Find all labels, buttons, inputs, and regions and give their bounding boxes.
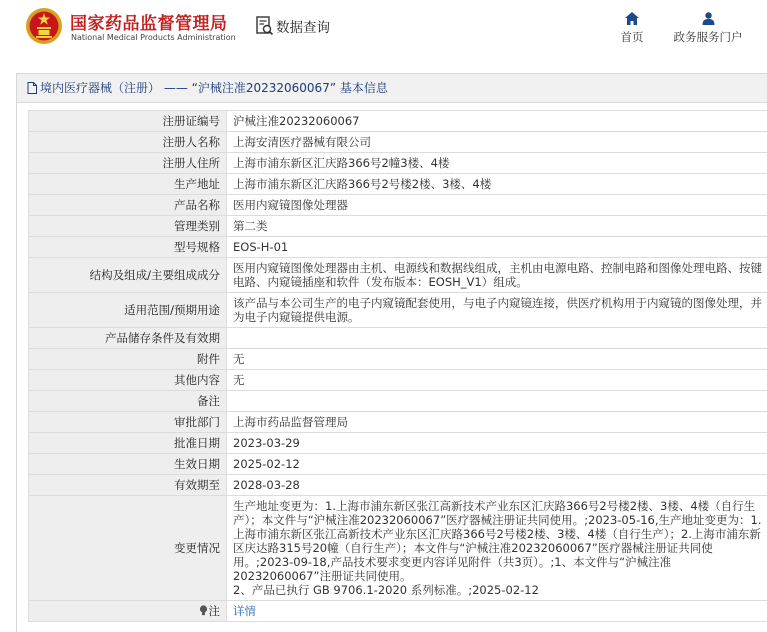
details-link[interactable]: 详情 [233,604,256,618]
row-value [227,391,767,412]
row-key: 产品名称 [29,195,227,216]
table-row [29,111,767,132]
row-key: 审批部门 [29,412,227,433]
table-row [29,601,767,622]
row-key: 生效日期 [29,454,227,475]
table-row [29,370,767,391]
nav-gov-label: 政务服务门户 [674,30,743,44]
row-value: 该产品与本公司生产的电子内窥镜配套使用，与电子内窥镜连接，供医疗机构用于内窥镜的图像处理，并为电子内窥镜提供电源。 [227,293,767,328]
row-key: 注册人住所 [29,153,227,174]
row-key: 附件 [29,349,227,370]
row-value: 沪械注准20232060067 [227,111,767,132]
detail-panel [16,73,767,632]
note-label: 注 [209,604,221,618]
row-key: 适用范围/预期用途 [29,293,227,328]
nav-gov-service-portal[interactable] [667,12,749,45]
row-key: 注册人名称 [29,132,227,153]
nav-home[interactable] [614,12,650,45]
nav-home-label: 首页 [621,30,644,44]
document-icon [27,82,37,94]
site-logo-subtitle: National Medical Products Administration [71,33,236,42]
row-key: 其他内容 [29,370,227,391]
table-row [29,496,767,601]
row-key: 变更情况 [29,496,227,601]
panel-title [17,74,767,103]
table-row [29,258,767,293]
table-row [29,433,767,454]
table-row [29,216,767,237]
lightbulb-icon [199,605,208,616]
row-value: 无 [227,370,767,391]
row-value: EOS-H-01 [227,237,767,258]
row-key: 有效期至 [29,475,227,496]
row-key: 产品储存条件及有效期 [29,328,227,349]
row-key: 注册证编号 [29,111,227,132]
table-row [29,349,767,370]
row-key: 型号规格 [29,237,227,258]
row-value: 2028-03-28 [227,475,767,496]
row-key: 批准日期 [29,433,227,454]
row-value [227,328,767,349]
table-row [29,454,767,475]
table-row [29,132,767,153]
row-key-note [29,601,227,622]
row-value: 上海市浦东新区汇庆路366号2号楼2楼、3楼、4楼 [227,174,767,195]
row-key: 管理类别 [29,216,227,237]
national-emblem-icon [25,7,63,45]
row-value: 医用内窥镜图像处理器由主机、电源线和数据线组成，主机由电源电路、控制电路和图像处理电路、按键电路、内窥镜插座和软件（发布版本：EOSH_V1）组成。 [227,258,767,293]
row-value: 2025-02-12 [227,454,767,475]
info-table [28,110,767,622]
panel-title-text: 境内医疗器械（注册） —— “沪械注准20232060067” 基本信息 [40,74,388,102]
data-query-icon [256,16,274,36]
table-row [29,475,767,496]
user-icon [702,12,715,25]
data-query-link[interactable] [256,16,330,36]
home-icon [625,12,639,25]
row-key: 结构及组成/主要组成成分 [29,258,227,293]
table-row [29,195,767,216]
table-row [29,391,767,412]
table-row [29,153,767,174]
table-row [29,293,767,328]
site-logo-title[interactable]: 国家药品监督管理局 [70,9,228,34]
row-value [227,601,767,622]
row-key: 备注 [29,391,227,412]
row-value: 上海市浦东新区汇庆路366号2幢3楼、4楼 [227,153,767,174]
row-value: 无 [227,349,767,370]
table-row [29,174,767,195]
row-value: 医用内窥镜图像处理器 [227,195,767,216]
row-value: 2023-03-29 [227,433,767,454]
change-history: 生产地址变更为：1.上海市浦东新区张江高新技术产业东区汇庆路366号2号楼2楼、3楼、4楼（自行生产）；本文件与“沪械注准20232060067”医疗器械注册证共同使用。;2023-05-16,生产地址变更为：1.上海市浦东新区张江高新技术产业东区汇庆路366号2号楼2楼、3楼、4楼（自行生产）；2.上海市浦东新区庆达路315号20幢（自行生产）；本文件与“沪械注准20232060067”医疗器械注册证共同使用。;2023-09-18,产品技术要求变更内容详见附件（共3页）。;1、本文件与“沪械注准20232060067”注册证共同使用。 2、产品已执行 GB 9706.1-2020 系列标准。;2025-02-12 [227,496,767,601]
row-value: 上海市药品监督管理局 [227,412,767,433]
row-value: 上海安清医疗器械有限公司 [227,132,767,153]
row-key: 生产地址 [29,174,227,195]
table-row [29,237,767,258]
data-query-label: 数据查询 [276,16,330,36]
site-header [0,0,767,62]
row-value: 第二类 [227,216,767,237]
table-row [29,412,767,433]
table-row [29,328,767,349]
